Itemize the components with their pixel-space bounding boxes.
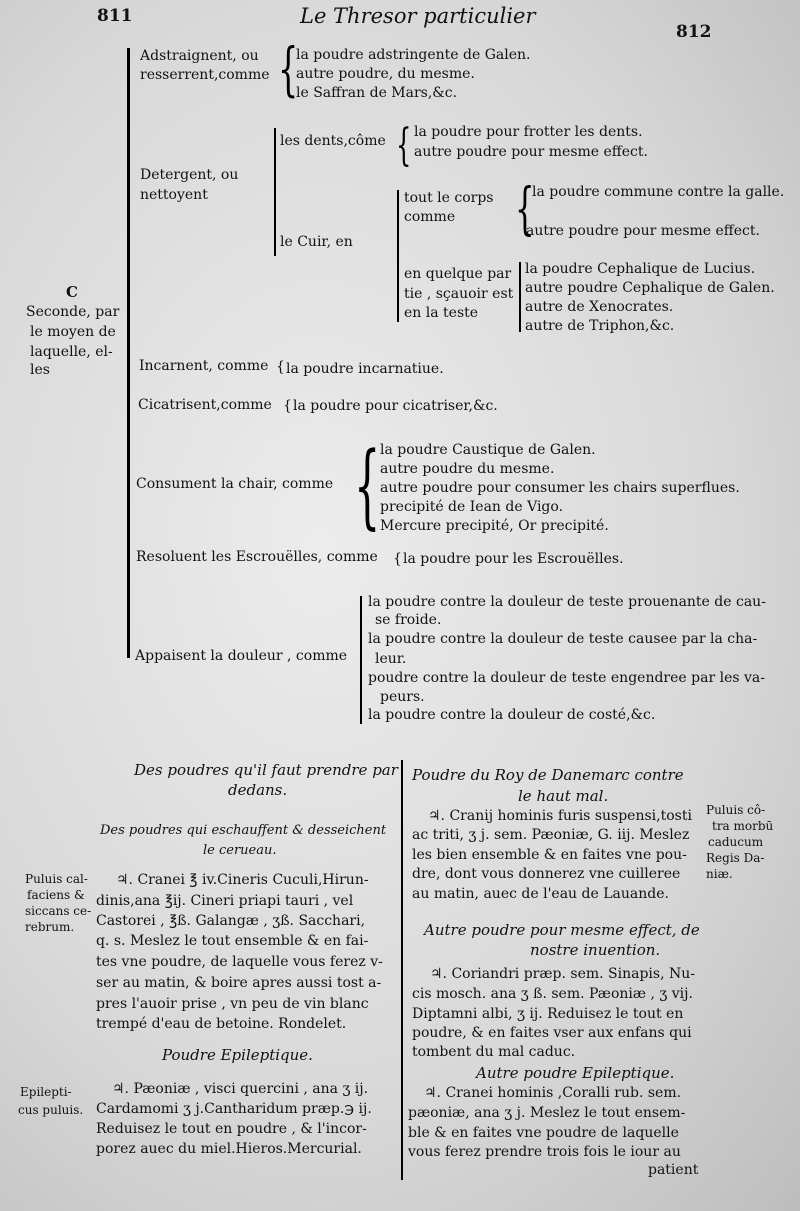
tree-label-detergent: Detergent, ou (140, 167, 239, 183)
tree-item: la poudre contre la douleur de costé,&c. (368, 707, 656, 723)
tree-item: autre de Triphon,&c. (525, 318, 675, 334)
side-heading-line: laquelle, el- (30, 344, 113, 360)
tree-item: Mercure precipité, Or precipité. (380, 518, 609, 534)
tree-item: autre poudre du mesme. (380, 461, 555, 477)
margin-note: faciens & (27, 888, 85, 902)
tree-label-consument: Consument la chair, comme (136, 476, 334, 492)
recipe-line: ac triti, ʒ j. sem. Pæoniæ, G. iij. Meslez (412, 827, 690, 843)
tree-label-body: tout le corps (404, 190, 494, 206)
margin-note: niæ. (706, 867, 733, 881)
side-heading-line: le moyen de (30, 324, 116, 340)
recipe-line: au matin, auec de l'eau de Lauande. (412, 886, 669, 902)
margin-note: tra morbū (712, 819, 774, 833)
running-title: Le Thresor particulier (300, 4, 536, 28)
sub-bracket-line (397, 190, 399, 322)
side-heading-line: Seconde, par (26, 304, 120, 320)
margin-note: siccans ce- (25, 904, 92, 918)
tree-label-astringent: resserrent,comme (140, 67, 270, 83)
tree-item: autre poudre pour mesme effect. (414, 144, 648, 160)
recipe-line: tes vne poudre, de laquelle vous ferez v- (96, 954, 383, 970)
recipe-line: trempé d'eau de betoine. Rondelet. (96, 1016, 347, 1032)
recipe-line: Diptamni albi, ʒ ij. Reduisez le tout en (412, 1006, 684, 1022)
tree-item: autre poudre pour mesme effect. (526, 223, 760, 239)
tree-item: la poudre pour frotter les dents. (414, 124, 643, 140)
recipe-line: dre, dont vous donnerez vne cuilleree (412, 866, 681, 882)
section-title: le haut mal. (518, 787, 609, 805)
page-number-left: 811 (97, 6, 133, 26)
margin-note: Regis Da- (706, 851, 765, 865)
recipe-line: q. s. Meslez le tout ensemble & en fai- (96, 933, 369, 949)
tree-label-astringent: Adstraignent, ou (140, 48, 259, 64)
recipe-line: ♃. Cranij hominis furis suspensi,tosti (428, 808, 692, 824)
tree-item: autre poudre, du mesme. (296, 66, 475, 82)
margin-note: Puluis cal- (25, 872, 88, 886)
recipe-line: vous ferez prendre trois fois le iour au (408, 1144, 681, 1160)
main-bracket-line (127, 48, 130, 658)
brace-icon: { (354, 432, 381, 539)
tree-label-part: tie , sçauoir est (404, 286, 514, 302)
section-heading: Poudre Epileptique. (162, 1046, 313, 1064)
recipe-line: patient (648, 1162, 699, 1178)
tree-item: la poudre adstringente de Galen. (296, 47, 531, 63)
tree-item: autre poudre pour consumer les chairs superflues. (380, 480, 740, 496)
section-title: Poudre du Roy de Danemarc contre (412, 766, 684, 784)
tree-item: la poudre pour les Escrouëlles. (403, 551, 624, 567)
tree-label-part: en la teste (404, 305, 479, 321)
tree-label-body: comme (404, 209, 456, 225)
section-title: Des poudres qu'il faut prendre par (134, 761, 398, 779)
section-subtitle: le cerueau. (203, 843, 277, 858)
page-number-right: 812 (676, 22, 712, 42)
tree-label-part: en quelque par (404, 266, 512, 282)
recipe-line: Castorei , ℥ß. Galangæ , ʒß. Sacchari, (96, 913, 366, 929)
tree-item: la poudre Caustique de Galen. (380, 442, 596, 458)
section-heading: nostre inuention. (530, 941, 661, 959)
tree-item: precipité de Iean de Vigo. (380, 499, 564, 515)
recipe-line: cis mosch. ana ʒ ß. sem. Pæoniæ , ʒ vij. (412, 986, 693, 1002)
recipe-line: les bien ensemble & en faites vne pou- (412, 847, 687, 863)
tree-item: la poudre incarnatiue. (286, 361, 444, 377)
recipe-line: Cardamomi ʒ j.Cantharidum præp.℈ ij. (96, 1101, 372, 1117)
sub-bracket-line (519, 262, 521, 332)
tree-label-appaisent: Appaisent la douleur , comme (135, 648, 348, 664)
brace-icon: { (396, 120, 412, 171)
tree-item: autre poudre Cephalique de Galen. (525, 280, 775, 296)
tree-item: poudre contre la douleur de teste engendree par les va- (368, 670, 765, 686)
tree-item: le Saffran de Mars,&c. (296, 85, 458, 101)
recipe-line: ♃. Pæoniæ , visci quercini , ana ʒ ij. (112, 1081, 369, 1097)
recipe-line: tombent du mal caduc. (412, 1044, 576, 1060)
tree-label-resoluent: Resoluent les Escrouëlles, comme (136, 549, 378, 565)
recipe-line: Reduisez le tout en poudre , & l'incor- (96, 1121, 367, 1137)
tree-label-teeth: les dents,côme (280, 133, 386, 149)
sub-bracket-line (360, 596, 362, 724)
recipe-line: ♃. Cranei hominis ,Coralli rub. sem. (424, 1085, 682, 1101)
column-divider (401, 760, 403, 1180)
tree-item: la poudre contre la douleur de teste causee par la cha- (368, 631, 758, 647)
recipe-line: pæoniæ, ana ʒ j. Meslez le tout ensem- (408, 1105, 686, 1121)
tree-item: leur. (375, 651, 407, 667)
margin-note: Puluis cô- (706, 803, 766, 817)
brace-icon: { (283, 398, 292, 414)
tree-label-skin: le Cuir, en (280, 234, 353, 250)
recipe-line: dinis,ana ℥ij. Cineri priapi tauri , vel (96, 893, 354, 909)
sub-bracket-line (274, 128, 276, 256)
recipe-line: pres l'auoir prise , vn peu de vin blanc (96, 996, 369, 1012)
brace-icon: { (393, 551, 402, 567)
section-subtitle: Des poudres qui eschauffent & desseichent (100, 823, 387, 838)
section-heading: Autre poudre pour mesme effect, de (424, 921, 700, 939)
margin-note: cus puluis. (18, 1103, 84, 1117)
margin-note: caducum (708, 835, 764, 849)
tree-item: autre de Xenocrates. (525, 299, 674, 315)
brace-icon: { (515, 177, 535, 242)
recipe-line: poudre, & en faites vser aux enfans qui (412, 1025, 692, 1041)
side-heading-line: les (30, 362, 50, 378)
recipe-line: ♃. Cranei ℥ iv.Cineris Cuculi,Hirun- (116, 872, 369, 888)
tree-item: la poudre commune contre la galle. (532, 184, 785, 200)
recipe-line: ♃. Coriandri præp. sem. Sinapis, Nu- (430, 966, 695, 982)
margin-note: Epilepti- (20, 1085, 72, 1099)
brace-icon: { (278, 35, 299, 103)
tree-label-detergent: nettoyent (140, 187, 208, 203)
tree-item: la poudre contre la douleur de teste prouenante de cau- (368, 594, 766, 610)
tree-item: la poudre Cephalique de Lucius. (525, 261, 756, 277)
tree-item: peurs. (380, 689, 425, 705)
tree-label-cicatrisent: Cicatrisent,comme (138, 397, 272, 413)
section-title: dedans. (228, 781, 288, 799)
recipe-line: porez auec du miel.Hieros.Mercurial. (96, 1141, 362, 1157)
brace-icon: { (276, 359, 285, 375)
margin-note: rebrum. (25, 920, 75, 934)
side-letter: C (66, 283, 78, 301)
tree-item: la poudre pour cicatriser,&c. (293, 398, 498, 414)
tree-label-incarnent: Incarnent, comme (139, 358, 269, 374)
recipe-line: ser au matin, & boire apres aussi tost a- (96, 975, 382, 991)
tree-item: se froide. (375, 612, 442, 628)
recipe-line: ble & en faites vne poudre de laquelle (408, 1125, 679, 1141)
section-heading: Autre poudre Epileptique. (476, 1064, 675, 1082)
